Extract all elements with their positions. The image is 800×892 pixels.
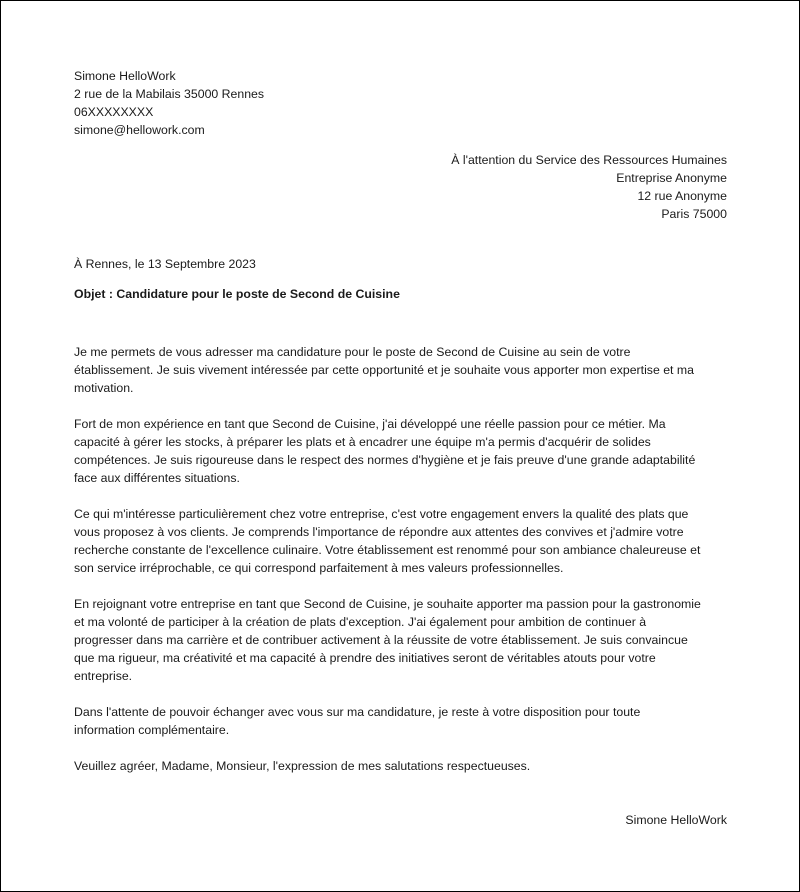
paragraph-line: face aux différentes situations.	[74, 471, 240, 485]
recipient-block	[451, 151, 727, 223]
paragraph	[74, 703, 734, 739]
paragraph-line: que ma rigueur, ma créativité et ma capacité à prendre des initiatives seront de véritables atouts pour votre	[74, 651, 656, 665]
paragraph-line: compétences. Je suis rigoureuse dans le respect des normes d'hygiène et je fais preuve d'une grande adaptabilité	[74, 453, 696, 467]
closing-line: Veuillez agréer, Madame, Monsieur, l'expression de mes salutations respectueuses.	[74, 759, 531, 773]
paragraph-line: Je me permets de vous adresser ma candidature pour le poste de Second de Cuisine au sein de votre	[74, 345, 631, 359]
letter-body	[74, 343, 734, 757]
sender-email: simone@hellowork.com	[74, 123, 205, 137]
sender-address: 2 rue de la Mabilais 35000 Rennes	[74, 87, 265, 101]
paragraph	[74, 343, 734, 397]
recipient-city: Paris 75000	[661, 207, 727, 221]
paragraph-line: recherche constante de l'excellence culinaire. Votre établissement est renommé pour son ambiance chaleureuse et	[74, 543, 701, 557]
paragraph-line: information complémentaire.	[74, 723, 230, 737]
paragraph-line: établissement. Je suis vivement intéressée par cette opportunité et je souhaite vous apporter mon expertise et ma	[74, 363, 694, 377]
paragraph-line: vous proposez à vos clients. Je comprends l'importance de répondre aux attentes des convives et j'admire votre	[74, 525, 684, 539]
paragraph	[74, 415, 734, 487]
paragraph-line: et ma volonté de participer à la création de plats d'exception. J'ai également pour ambition de continuer à	[74, 615, 647, 629]
paragraph	[74, 505, 734, 577]
recipient-company: Entreprise Anonyme	[616, 171, 727, 185]
date-line: À Rennes, le 13 Septembre 2023	[74, 257, 256, 271]
sender-block	[74, 67, 264, 139]
paragraph	[74, 595, 734, 685]
paragraph-line: Ce qui m'intéresse particulièrement chez votre entreprise, c'est votre engagement envers la qualité des plats que	[74, 507, 689, 521]
paragraph-line: motivation.	[74, 381, 134, 395]
paragraph-line: son service irréprochable, ce qui correspond parfaitement à mes valeurs professionnelles.	[74, 561, 564, 575]
recipient-attention: À l'attention du Service des Ressources Humaines	[451, 153, 727, 167]
paragraph-line: entreprise.	[74, 669, 133, 683]
paragraph-line: Dans l'attente de pouvoir échanger avec vous sur ma candidature, je reste à votre disposition pour toute	[74, 705, 641, 719]
paragraph-line: progresser dans ma carrière et de contribuer activement à la réussite de votre établissement. Je suis convaincue	[74, 633, 688, 647]
sender-name: Simone HelloWork	[74, 69, 176, 83]
sender-phone: 06XXXXXXXX	[74, 105, 154, 119]
subject-line: Objet : Candidature pour le poste de Second de Cuisine	[74, 287, 400, 301]
paragraph-line: En rejoignant votre entreprise en tant que Second de Cuisine, je souhaite apporter ma passion pour la gastronomie	[74, 597, 701, 611]
paragraph-line: capacité à gérer les stocks, à préparer les plats et à encadrer une équipe m'a permis d'acquérir de solides	[74, 435, 651, 449]
recipient-street: 12 rue Anonyme	[637, 189, 727, 203]
paragraph-line: Fort de mon expérience en tant que Second de Cuisine, j'ai développé une réelle passion pour ce métier. Ma	[74, 417, 666, 431]
signature: Simone HelloWork	[625, 813, 727, 827]
